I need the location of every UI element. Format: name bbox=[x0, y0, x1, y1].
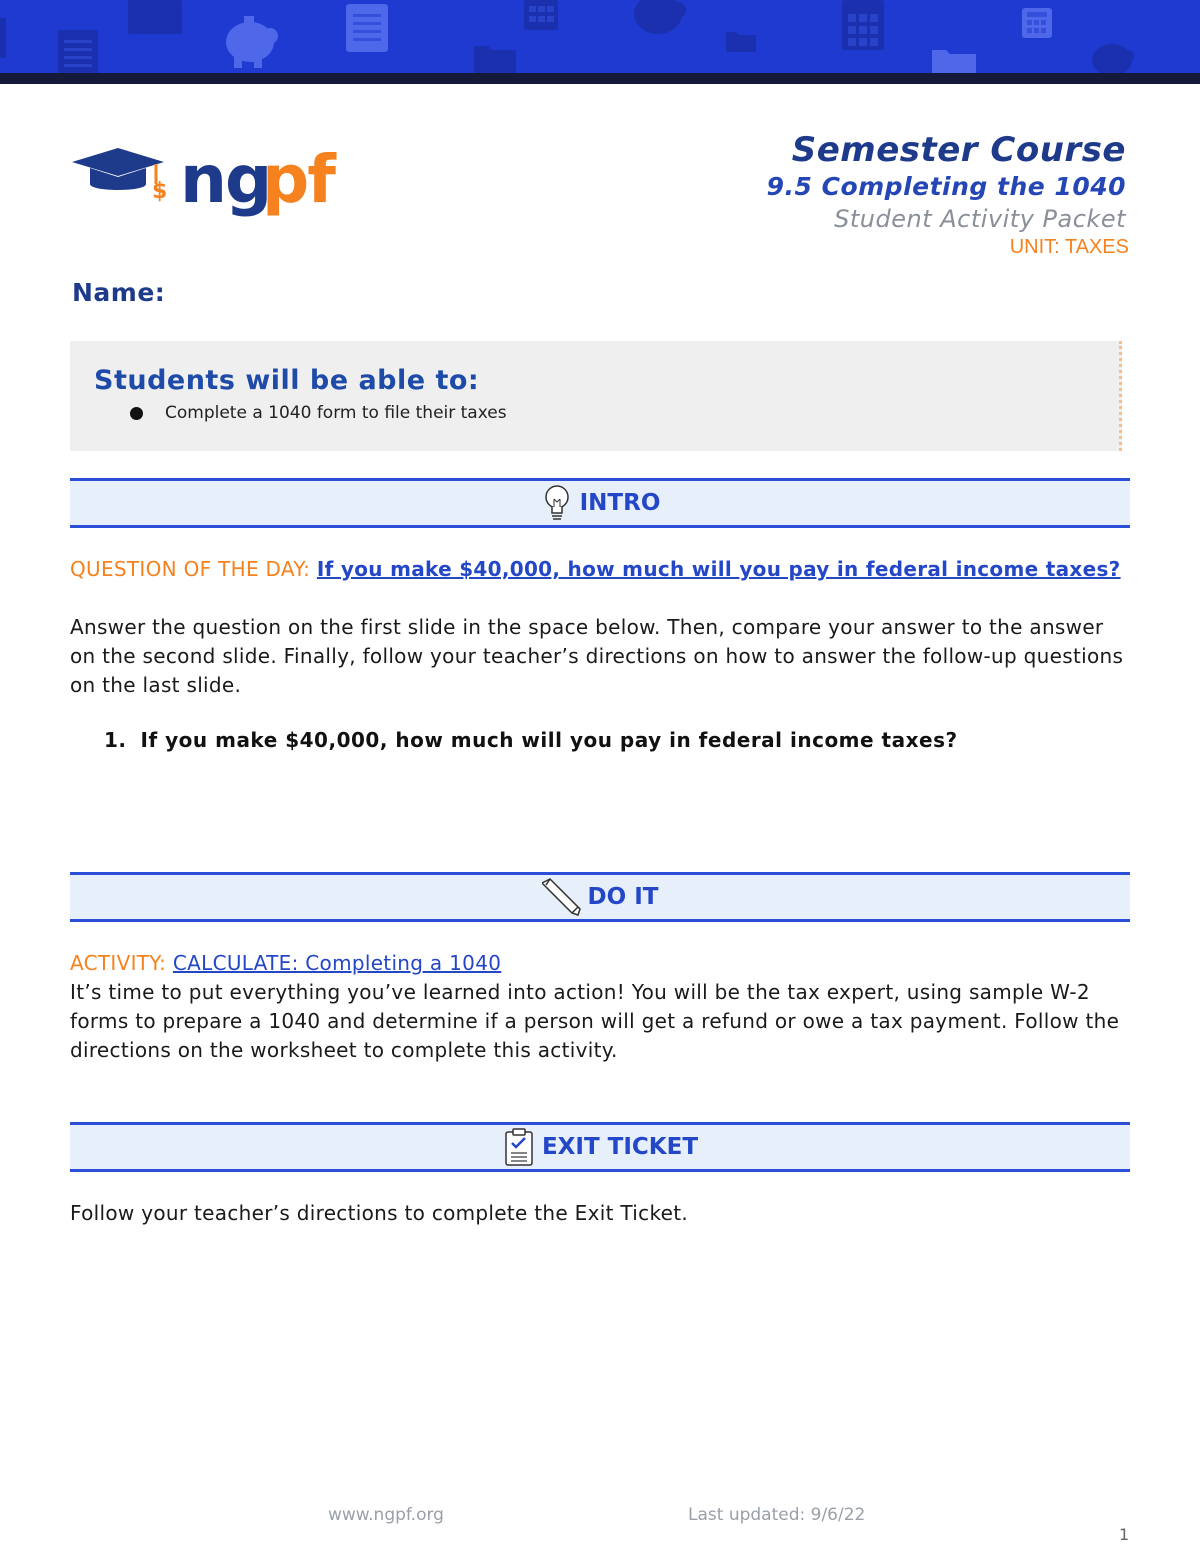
svg-text:pf: pf bbox=[262, 141, 334, 218]
objectives-box bbox=[70, 341, 1122, 451]
folder-icon bbox=[474, 42, 516, 76]
question-text: If you make $40,000, how much will you pay in federal income taxes? bbox=[140, 728, 958, 752]
square-icon bbox=[128, 0, 182, 34]
page-number: 1 bbox=[1119, 1525, 1130, 1544]
unit-label: UNIT: TAXES bbox=[1009, 236, 1129, 258]
header-banner bbox=[0, 0, 1200, 76]
folder-icon bbox=[932, 46, 976, 76]
ngpf-logo bbox=[72, 140, 357, 220]
exit-ticket-description: Follow your teacher’s directions to complete the Exit Ticket. bbox=[70, 1201, 689, 1225]
folder-icon bbox=[0, 18, 6, 58]
intro-label: INTRO bbox=[579, 490, 661, 516]
qotd-prefix: QUESTION OF THE DAY: bbox=[70, 557, 311, 581]
footer-updated: Last updated: 9/6/22 bbox=[688, 1505, 866, 1525]
do-it-section-bar bbox=[70, 872, 1130, 922]
notepad-icon bbox=[346, 4, 388, 52]
activity-prefix: ACTIVITY: bbox=[70, 951, 167, 975]
do-it-label: DO IT bbox=[587, 884, 659, 910]
bullet-icon bbox=[130, 407, 143, 420]
qotd-link[interactable]: If you make $40,000, how much will you pay in federal income taxes? bbox=[316, 557, 1121, 581]
lesson-title: 9.5 Completing the 1040 bbox=[766, 172, 1126, 201]
footer-url[interactable]: www.ngpf.org bbox=[328, 1505, 444, 1525]
exit-ticket-section-bar bbox=[70, 1122, 1130, 1172]
piggy-bank-icon bbox=[1090, 40, 1136, 76]
activity-description: It’s time to put everything you’ve learned into action! You will be the tax expert, using sample W-2 forms to prepare a 1040 and determine if a person will get a refund or owe a tax payment. Follow the directions on the worksheet to complete this activity. bbox=[70, 980, 1120, 1062]
intro-instructions: Answer the question on the first slide in the space below. Then, compare your answer to the answer on the second slide. Finally, follow your teacher’s directions on how to answer the follow-up questions on the last slide. bbox=[70, 615, 1124, 697]
clipboard-check-icon bbox=[502, 1127, 536, 1167]
piggy-bank-icon bbox=[630, 0, 688, 36]
activity-line bbox=[70, 949, 1130, 978]
document-icon bbox=[58, 30, 98, 76]
pencil-icon bbox=[542, 877, 582, 917]
objective-item bbox=[130, 403, 507, 423]
packet-label: Student Activity Packet bbox=[834, 205, 1126, 233]
banner-divider bbox=[0, 73, 1200, 84]
course-title: Semester Course bbox=[791, 130, 1126, 170]
folder-icon bbox=[726, 30, 756, 52]
name-label: Name: bbox=[72, 278, 166, 307]
activity-link[interactable]: CALCULATE: Completing a 1040 bbox=[172, 951, 502, 975]
svg-text:$: $ bbox=[152, 179, 168, 204]
question-1 bbox=[104, 728, 958, 752]
svg-text:ng: ng bbox=[180, 141, 271, 218]
objective-text: Complete a 1040 form to file their taxes bbox=[165, 403, 507, 423]
calculator-icon bbox=[842, 0, 884, 50]
intro-section-bar bbox=[70, 478, 1130, 528]
objectives-title: Students will be able to: bbox=[94, 365, 480, 396]
calculator-icon bbox=[524, 0, 558, 30]
question-number: 1. bbox=[104, 728, 127, 752]
calculator-icon bbox=[1022, 8, 1052, 38]
piggy-bank-icon bbox=[222, 14, 282, 70]
lightbulb-icon bbox=[540, 483, 574, 523]
question-of-the-day bbox=[70, 555, 1130, 584]
exit-ticket-label: EXIT TICKET bbox=[541, 1134, 699, 1160]
